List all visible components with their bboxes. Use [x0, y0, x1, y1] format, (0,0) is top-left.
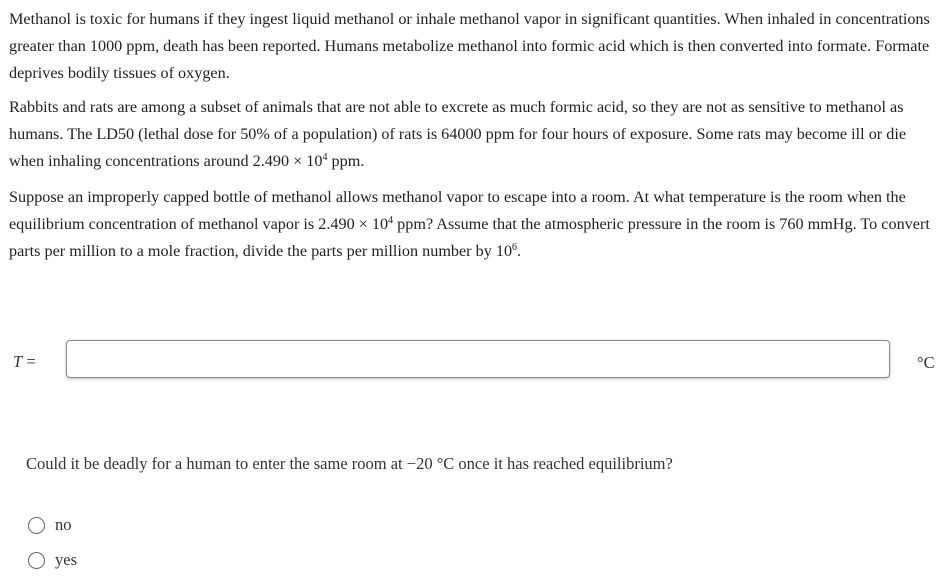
temperature-variable: T	[13, 352, 23, 371]
exponent: 4	[322, 152, 328, 163]
option-no[interactable]	[28, 514, 72, 536]
temperature-label	[13, 352, 36, 372]
radio-yes[interactable]	[28, 552, 45, 569]
option-yes-label: yes	[55, 550, 77, 569]
temperature-unit: °C	[917, 353, 935, 372]
paragraph-question-text-b: ppm? Assume that the atmospheric pressure in the room is 760 mmHg. To convert parts per million to a mole fraction, divide the parts per million number by 10	[9, 215, 930, 260]
option-yes[interactable]	[28, 549, 77, 571]
paragraph-intro	[9, 6, 943, 87]
paragraph-intro-text: Methanol is toxic for humans if they ingest liquid methanol or inhale methanol vapor in significant quantities. When inhaled in concentrations greater than 1000 ppm, death has been reported. Humans metabolize methanol into formic acid which is then converted into formate. Formate deprives bodily tissues of oxygen.	[9, 10, 930, 82]
paragraph-rats-tail: ppm.	[327, 152, 365, 170]
exponent: 4	[388, 215, 394, 226]
temperature-answer-row	[0, 340, 950, 382]
paragraph-question-text-a: Suppose an improperly capped bottle of methanol allows methanol vapor to escape into a room. At what temperature is the room when the equilibrium concentration of methanol vapor is 2.490 × 10	[9, 188, 906, 233]
radio-no[interactable]	[28, 517, 45, 534]
temperature-input[interactable]	[66, 340, 890, 378]
paragraph-question	[9, 184, 943, 265]
paragraph-rats	[9, 94, 943, 175]
option-no-label: no	[55, 515, 72, 534]
exponent: 6	[512, 242, 518, 253]
paragraph-question-text-c: .	[517, 242, 522, 260]
deadly-question: Could it be deadly for a human to enter the same room at −20 °C once it has reached equilibrium?	[26, 454, 673, 473]
equals-sign: =	[22, 352, 36, 371]
paragraph-rats-text: Rabbits and rats are among a subset of animals that are not able to excrete as much formic acid, so they are not as sensitive to methanol as humans. The LD50 (lethal dose for 50% of a population) of rats is 64000 ppm for four hours of exposure. Some rats may become ill or die when inhaling concentrations around 2.490 × 10	[9, 98, 907, 170]
